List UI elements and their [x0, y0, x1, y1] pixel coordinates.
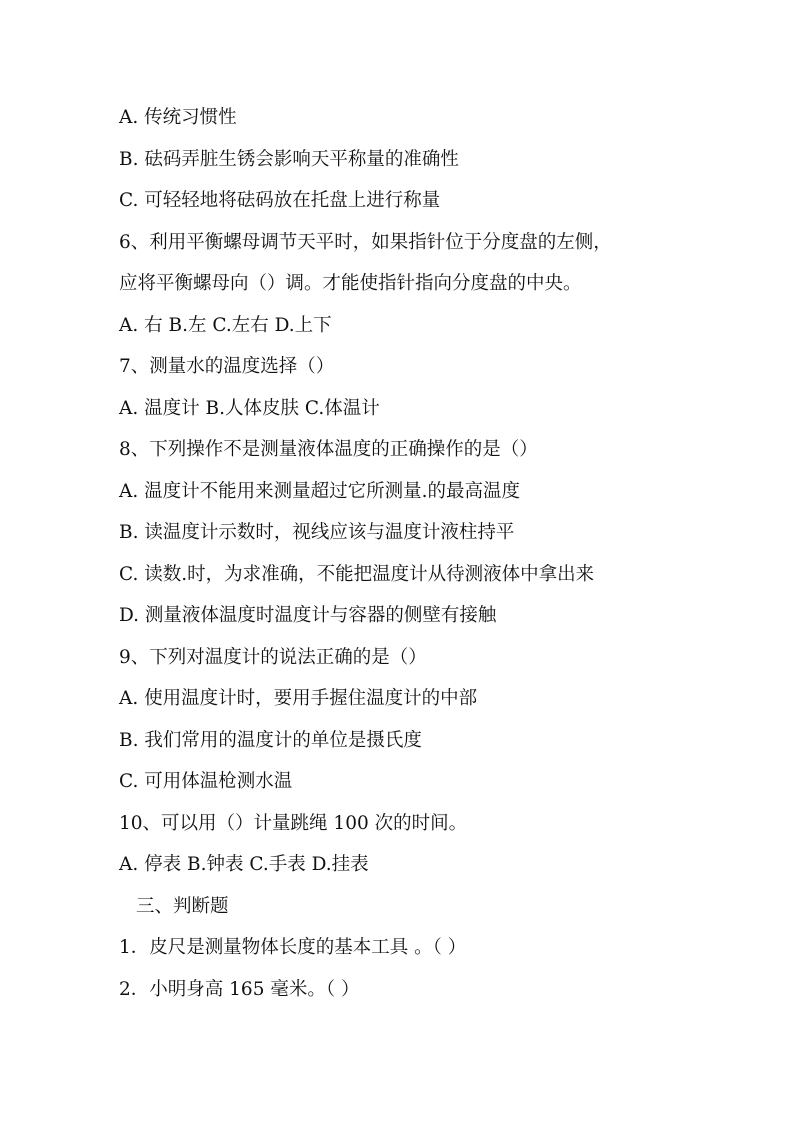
q10-stem: 10、可以用（）计量跳绳 100 次的时间。: [119, 812, 468, 834]
true-false-item-1: 1．皮尺是测量物体长度的基本工具 。（ ）: [119, 937, 467, 958]
q9-option-a: A. 使用温度计时，要用手握住温度计的中部: [119, 688, 478, 709]
true-false-item-2: 2．小明身高 165 毫米。（ ）: [119, 978, 360, 1000]
q9-option-c: C. 可用体温枪测水温: [119, 771, 293, 792]
q9-option-b: B. 我们常用的温度计的单位是摄氏度: [119, 729, 422, 751]
q6-stem-line-1: 6、利用平衡螺母调节天平时，如果指针位于分度盘的左侧，: [119, 231, 612, 253]
q8-option-a: A. 温度计不能用来测量超过它所测量.的最高温度: [119, 480, 521, 502]
question-list: [119, 97, 719, 1010]
q5-option-b: B. 砝码弄脏生锈会影响天平称量的准确性: [119, 148, 459, 170]
q5-option-c: C. 可轻轻地将砝码放在托盘上进行称量: [119, 190, 441, 211]
q5-option-a: A. 传统习惯性: [119, 107, 237, 128]
q7-options: A. 温度计 B.人体皮肤 C.体温计: [119, 397, 380, 419]
q8-option-c: C. 读数.时，为求准确，不能把温度计从待测液体中拿出来: [119, 563, 595, 585]
q10-options: A. 停表 B.钟表 C.手表 D.挂表: [119, 854, 369, 875]
q7-stem: 7、测量水的温度选择（）: [119, 356, 335, 377]
section-heading-true-false: 三、判断题: [136, 895, 229, 917]
q9-stem: 9、下列对温度计的说法正确的是（）: [119, 646, 427, 668]
q8-stem: 8、下列操作不是测量液体温度的正确操作的是（）: [119, 439, 538, 460]
q8-option-d: D. 测量液体温度时温度计与容器的侧壁有接触: [119, 605, 497, 626]
q6-options: A. 右 B.左 C.左右 D.上下: [119, 314, 332, 336]
q8-option-b: B. 读温度计示数时，视线应该与温度计液柱持平: [119, 522, 515, 543]
q6-stem-line-2: 应将平衡螺母向（）调。才能使指针指向分度盘的中央。: [119, 273, 582, 294]
